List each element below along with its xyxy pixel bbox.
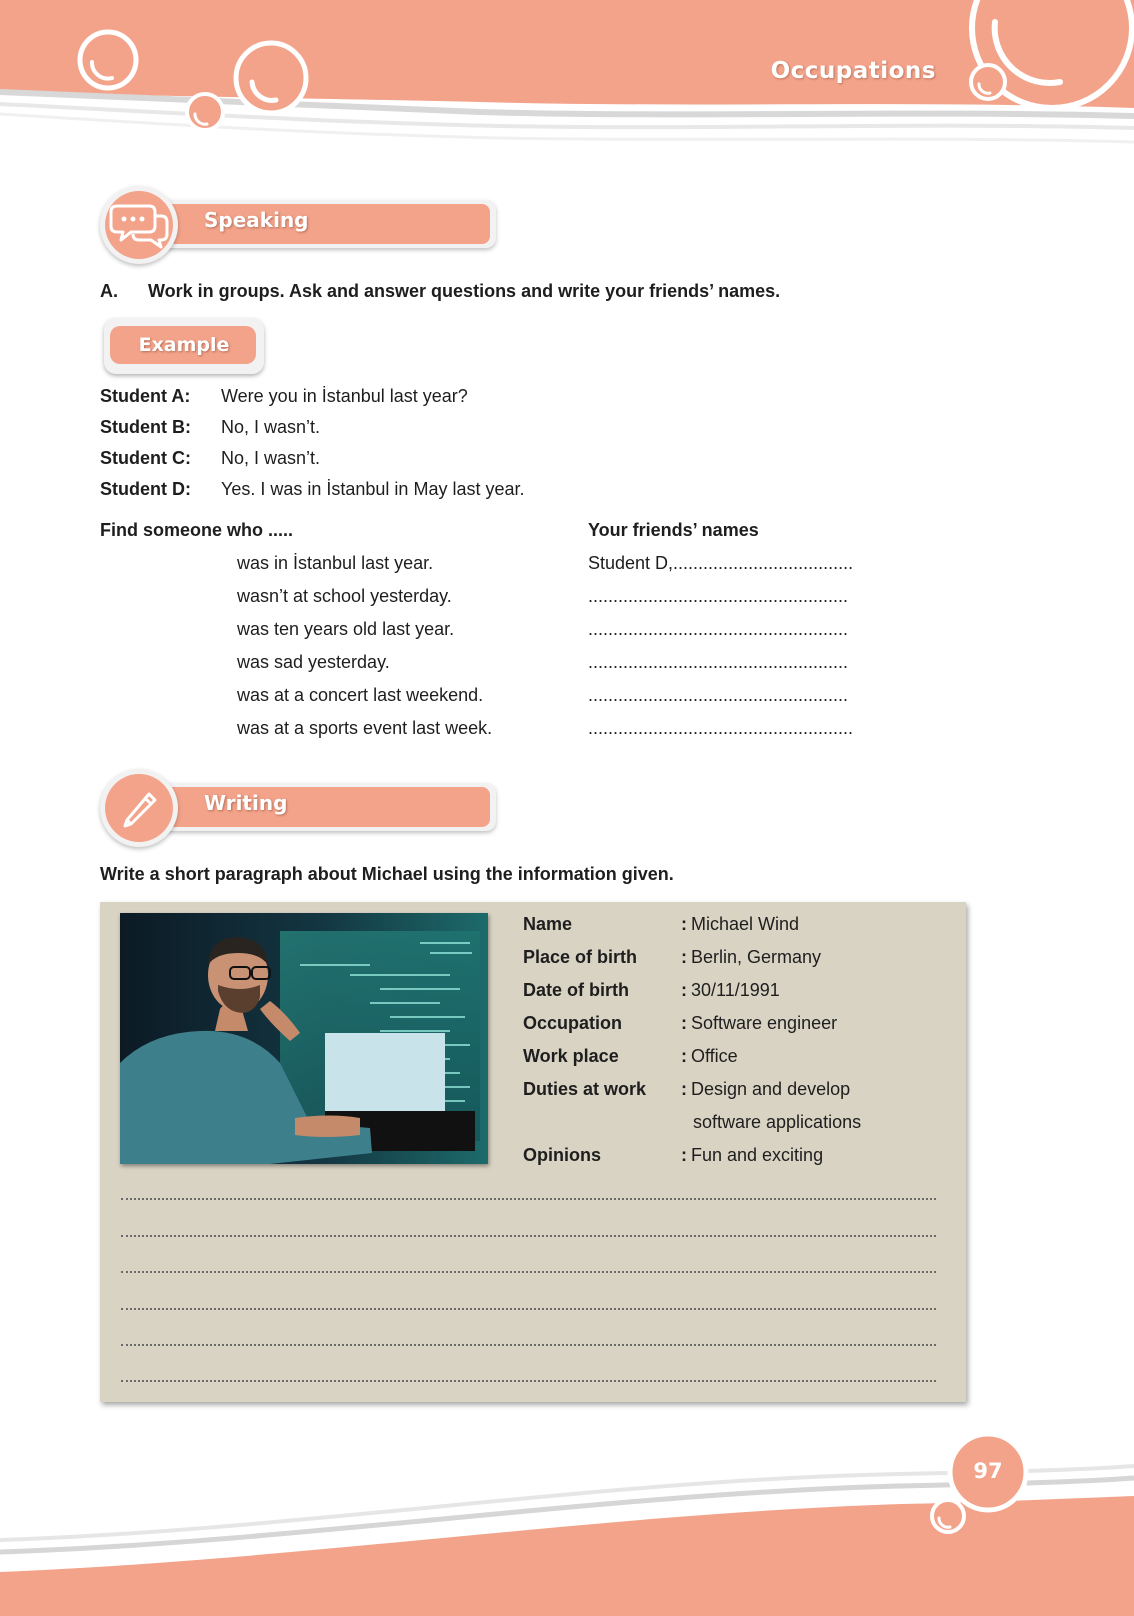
find-someone-header: Find someone who .....: [100, 520, 294, 540]
friend-name-answer: Student D,....................................: [588, 553, 854, 573]
survey-prompt: was at a concert last weekend.: [237, 685, 484, 705]
decorative-bubble-icon: [971, 65, 1005, 99]
writing-line[interactable]: [121, 1380, 936, 1382]
info-value: 30/11/1991: [691, 980, 780, 1000]
survey-prompt: was at a sports event last week.: [237, 718, 493, 738]
footer-banner: [0, 1420, 1134, 1616]
speech-bubbles-icon: [105, 191, 173, 259]
speaking-section-header: [100, 186, 400, 264]
writing-line[interactable]: [121, 1344, 936, 1346]
info-row-date-of-birth: Date of birth : 30/11/1991: [523, 980, 780, 1000]
writing-line[interactable]: [121, 1271, 936, 1273]
survey-prompt: was ten years old last year.: [237, 619, 455, 639]
friends-names-header: Your friends’ names: [588, 520, 759, 540]
info-duties-continuation: software applications: [693, 1112, 862, 1132]
survey-prompt: was sad yesterday.: [237, 652, 390, 672]
writing-section-header: [100, 769, 400, 847]
info-key: Opinions: [523, 1145, 601, 1165]
info-key: Date of birth: [523, 980, 629, 1000]
instruction-text: Work in groups. Ask and answer questions and write your friends’ names.: [148, 281, 781, 301]
instruction-letter: A.: [100, 281, 118, 301]
speaker-label: Student B:: [100, 417, 191, 437]
speaking-label: Speaking: [204, 208, 309, 232]
info-row-name: Name : Michael Wind: [523, 914, 800, 934]
michael-photo: [120, 913, 488, 1164]
speaker-label: Student A:: [100, 386, 191, 406]
writing-label: Writing: [204, 791, 288, 815]
info-value: Berlin, Germany: [691, 947, 822, 967]
page-number: 97: [973, 1459, 1003, 1483]
survey-prompt: was in İstanbul last year.: [237, 553, 434, 573]
dialog-line: [100, 479, 525, 500]
dialog-text: No, I wasn’t.: [221, 448, 321, 468]
info-value: Michael Wind: [691, 914, 800, 934]
info-key: Name: [523, 914, 573, 934]
info-key: Work place: [523, 1046, 619, 1066]
decorative-bubble-icon: [236, 43, 306, 113]
info-row-duties: Duties at work : Design and develop: [523, 1079, 851, 1099]
writing-instruction: Write a short paragraph about Michael using the information given.: [100, 864, 674, 884]
friend-name-blank[interactable]: ....................................................: [588, 619, 849, 639]
friend-name-blank[interactable]: .....................................................: [588, 718, 854, 738]
writing-line[interactable]: [121, 1235, 936, 1237]
chapter-title: Occupations: [770, 58, 936, 84]
info-key: Occupation: [523, 1013, 623, 1033]
dialog-line: [100, 386, 468, 407]
info-value: Office: [691, 1046, 738, 1066]
dialog-line: [100, 417, 320, 438]
speaking-instruction: [100, 281, 780, 302]
example-label: Example: [138, 334, 230, 356]
writing-line[interactable]: [121, 1198, 936, 1200]
friend-name-blank[interactable]: ....................................................: [588, 586, 849, 606]
friend-name-blank[interactable]: ....................................................: [588, 652, 849, 672]
info-value: Design and develop: [691, 1079, 851, 1099]
speaker-label: Student C:: [100, 448, 191, 468]
pencil-icon: [105, 774, 173, 842]
decorative-bubble-icon: [80, 32, 136, 88]
decorative-bubble-icon: [187, 94, 223, 130]
dialog-text: No, I wasn’t.: [221, 417, 321, 437]
header-banner: [0, 0, 1134, 170]
speaker-label: Student D:: [100, 479, 191, 499]
info-value: Fun and exciting: [691, 1145, 824, 1165]
info-key: Place of birth: [523, 947, 638, 967]
friend-name-blank[interactable]: ....................................................: [588, 685, 849, 705]
dialog-text: Were you in İstanbul last year?: [221, 386, 468, 406]
info-row-occupation: Occupation : Software engineer: [523, 1013, 838, 1033]
example-badge: [104, 318, 264, 374]
info-row-place-of-birth: Place of birth : Berlin, Germany: [523, 947, 822, 967]
info-row-opinions: Opinions : Fun and exciting: [523, 1145, 824, 1165]
writing-line[interactable]: [121, 1308, 936, 1310]
dialog-line: [100, 448, 320, 469]
survey-prompt: wasn’t at school yesterday.: [237, 586, 452, 606]
info-value: Software engineer: [691, 1013, 838, 1033]
dialog-text: Yes. I was in İstanbul in May last year.: [221, 479, 525, 499]
info-row-work-place: Work place : Office: [523, 1046, 738, 1066]
info-key: Duties at work: [523, 1079, 647, 1099]
